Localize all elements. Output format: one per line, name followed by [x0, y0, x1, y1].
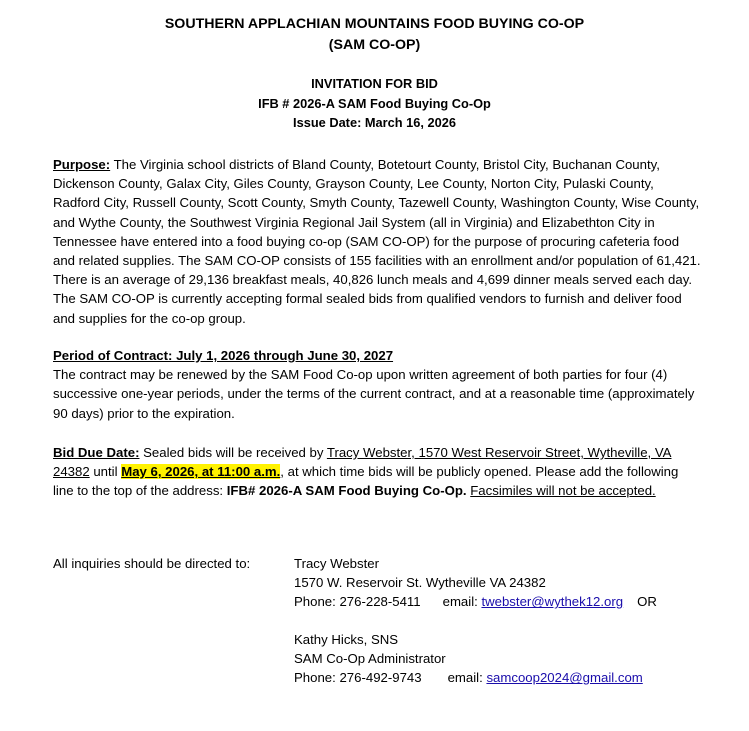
bid-header: [0, 74, 749, 133]
contract-period-label: Period of Contract: July 1, 2026 through June 30, 2027: [53, 348, 394, 363]
contact-email-label: email:: [442, 594, 482, 610]
contact-phone: Phone: 276-228-5411: [294, 594, 421, 610]
ifb-number: IFB # 2026-A SAM Food Buying Co-Op: [258, 95, 491, 111]
purpose-label: Purpose:: [53, 157, 111, 172]
contact-phone-email-row: [294, 592, 657, 611]
contact-email-label: email:: [447, 670, 487, 686]
bid-due-paragraph: [53, 443, 701, 501]
purpose-text: The Virginia school districts of Bland County, Botetourt County, Bristol City, Buchanan County, Dickenson County, Galax City, Giles County, Grayson County, Lee County, Norton City, Pulaski County, Radford City, Russell County, Scott County, Smyth County, Tazewell County, Washington County, Wise County, and Wythe County, the Southwest Virginia Regional Jail System (all in Virginia) and Elizabethton City in Tennessee have entered into a food buying co-op (SAM CO-OP) for the purpose of procuring cafeteria food and related supplies. The SAM CO-OP consists of 155 facilities with an enrollment and/or population of 61,421. There is an average of 29,136 breakfast meals, 40,826 lunch meals and 4,699 dinner meals served each day. The SAM CO-OP is currently accepting formal sealed bids from qualified vendors to furnish and deliver food and supplies for the co-op group.: [53, 157, 701, 326]
issue-date: Issue Date: March 16, 2026: [293, 115, 456, 130]
org-abbreviation: (SAM CO-OP): [328, 37, 421, 53]
contact-email-link[interactable]: twebster@wythek12.org: [481, 594, 624, 610]
bid-deadline: May 6, 2026, at 11:00 a.m.: [121, 464, 281, 480]
contract-period-text: The contract may be renewed by the SAM Food Co-op upon written agreement of both parties for four (4) successive one-year periods, under the terms of the current contract, and at a reasonable time (approximately 90 days) prior to the expiration.: [53, 367, 695, 421]
bid-due-until: until: [89, 464, 122, 480]
contact-phone: Phone: 276-492-9743: [294, 670, 422, 686]
contact-address: 1570 W. Reservoir St. Wytheville VA 24382: [294, 575, 546, 591]
contract-period-section: [53, 346, 701, 423]
contact-tracy-webster: [294, 554, 657, 612]
bid-due-label: Bid Due Date:: [53, 445, 140, 460]
purpose-paragraph: [53, 155, 701, 328]
contact-or: OR: [637, 594, 657, 610]
facsimile-note: Facsimiles will not be accepted.: [470, 483, 656, 499]
inquiries-label: All inquiries should be directed to:: [53, 556, 251, 571]
org-name: SOUTHERN APPLACHIAN MOUNTAINS FOOD BUYING CO-OP: [164, 16, 585, 32]
bid-delivery-address: Tracy Webster, 1570 West Reservoir Street, Wytheville, VA 24382: [53, 445, 672, 480]
organization-header: [0, 14, 749, 56]
address-line-instruction: IFB# 2026-A SAM Food Buying Co-Op.: [226, 483, 467, 499]
contact-phone-email-row: [294, 668, 643, 687]
contact-name: Tracy Webster: [294, 556, 380, 571]
bid-due-text-2: , at which time bids will be publicly opened. Please add the following line to the top of the address:: [53, 464, 679, 499]
contact-title: SAM Co-Op Administrator: [294, 651, 446, 667]
bid-due-text-1: Sealed bids will be received by: [139, 445, 327, 460]
contact-name: Kathy Hicks, SNS: [294, 632, 399, 647]
document-type: INVITATION FOR BID: [311, 76, 438, 91]
contact-email-link[interactable]: samcoop2024@gmail.com: [486, 670, 643, 686]
contact-kathy-hicks: [294, 630, 643, 688]
